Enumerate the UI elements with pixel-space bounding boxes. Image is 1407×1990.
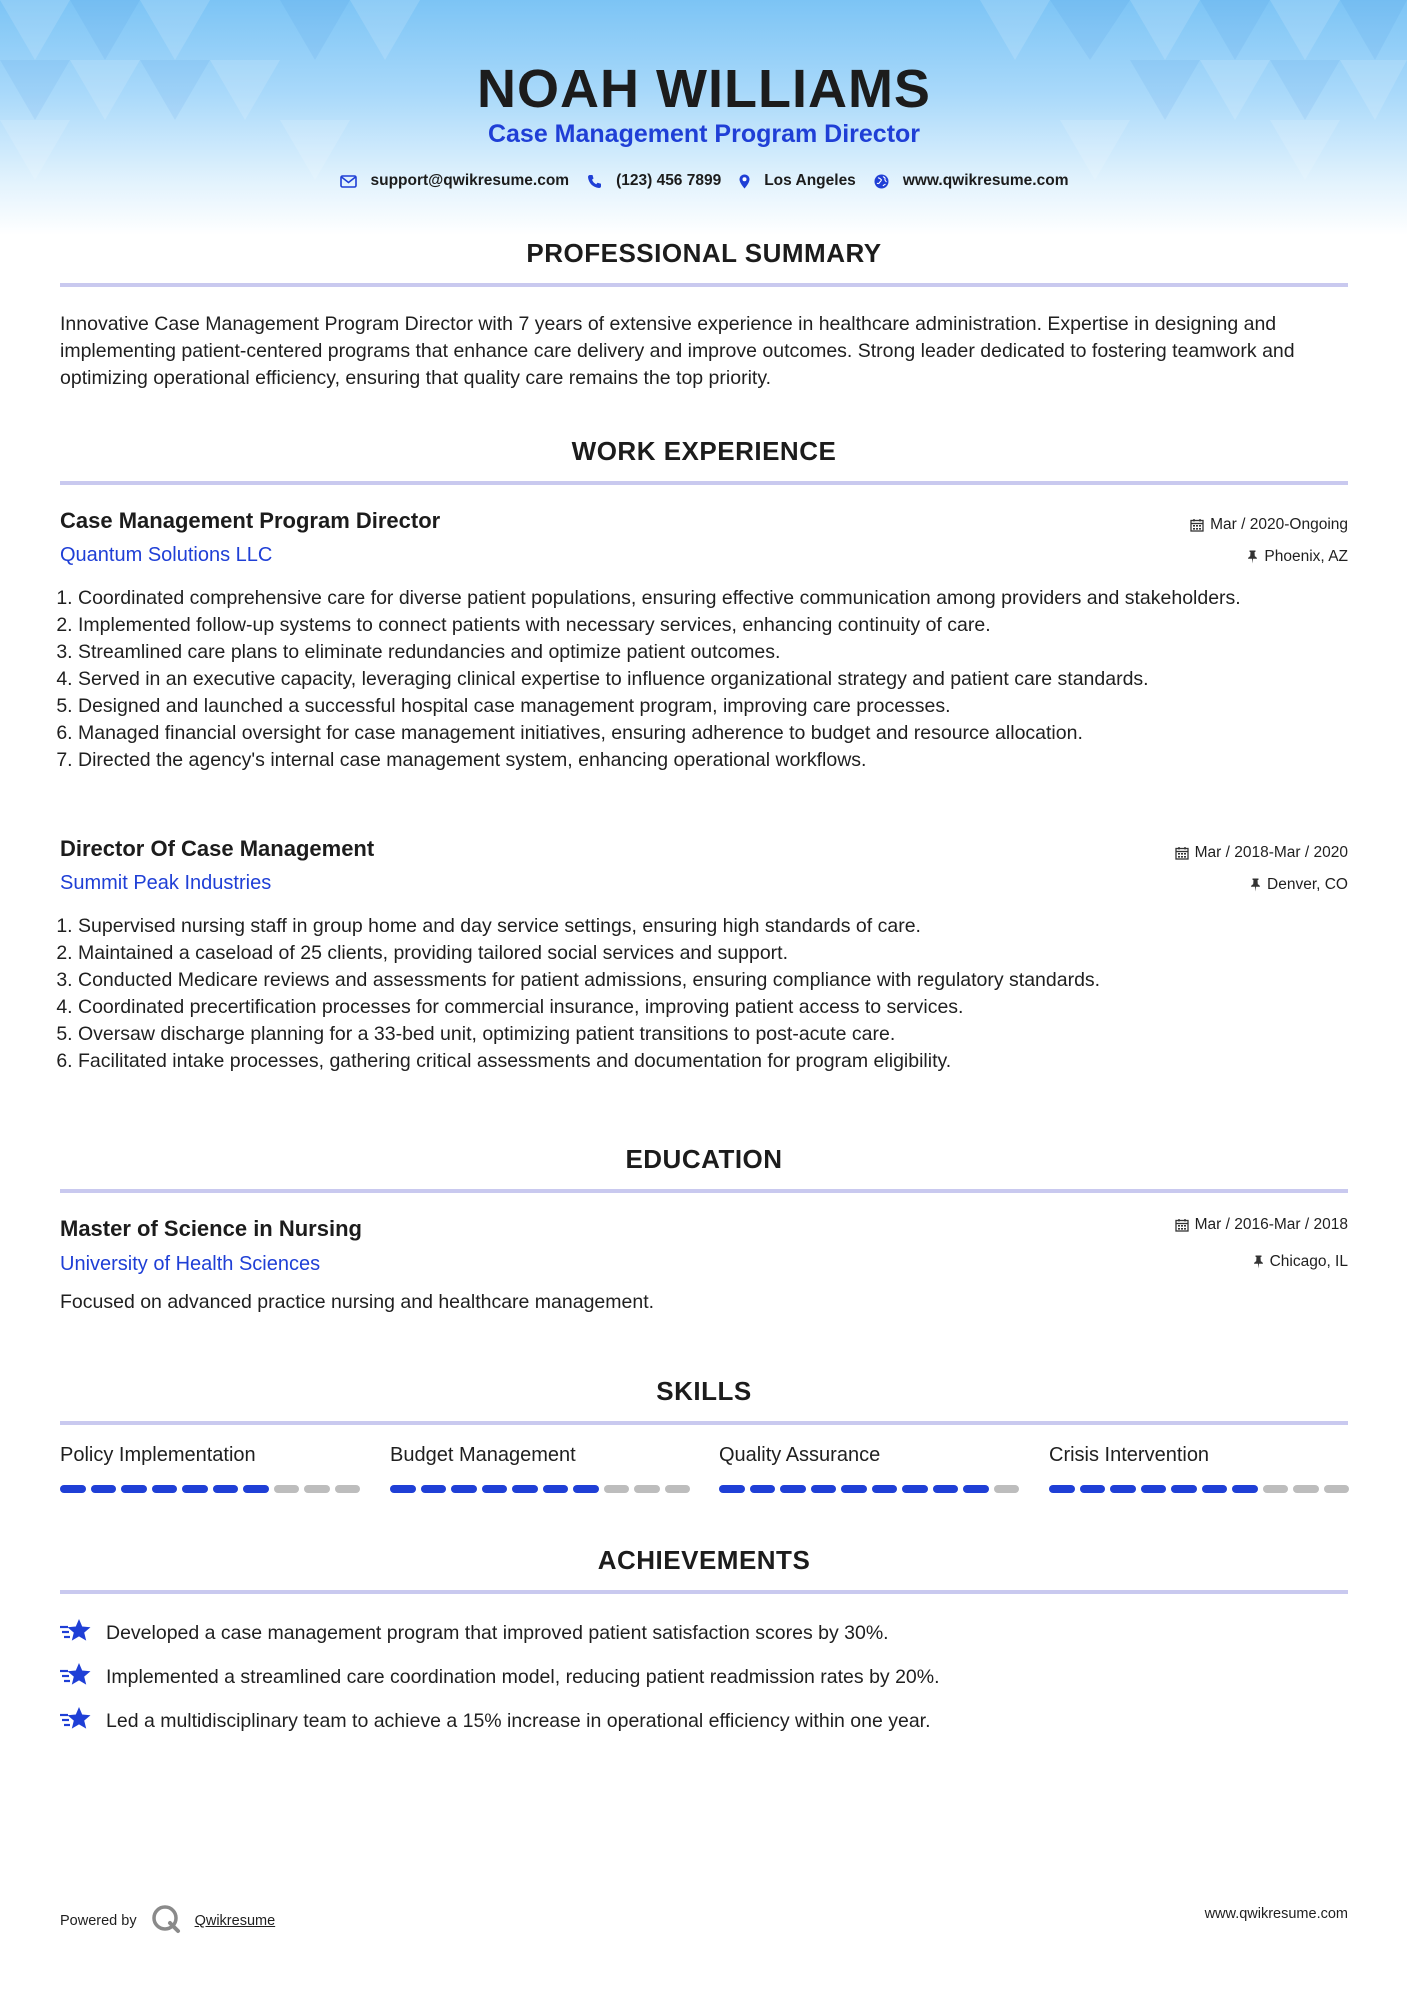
skill-segment-filled (811, 1485, 837, 1493)
pushpin-icon (1250, 878, 1261, 892)
email-text: support@qwikresume.com (370, 172, 570, 189)
calendar-icon (1175, 1218, 1189, 1232)
section-heading-experience: WORK EXPERIENCE (571, 436, 837, 466)
skill-segment-empty (1324, 1485, 1350, 1493)
skill-segment-filled (719, 1485, 745, 1493)
job-location (1250, 876, 1348, 894)
education-description: Focused on advanced practice nursing and healthcare management. (60, 1291, 655, 1313)
skill-item (719, 1444, 1019, 1493)
skill-name: Crisis Intervention (1049, 1444, 1210, 1466)
skill-segment-filled (213, 1485, 239, 1493)
job-location-text: Denver, CO (1267, 876, 1348, 893)
skill-segment-filled (963, 1485, 989, 1493)
star-icon (60, 1616, 92, 1650)
footer-url[interactable]: www.qwikresume.com (1204, 1906, 1348, 1922)
calendar-icon (1175, 846, 1189, 860)
brand-link[interactable]: Qwikresume (194, 1913, 276, 1929)
job-title: Case Management Program Director (60, 508, 441, 533)
section-heading-education: EDUCATION (625, 1144, 783, 1174)
skill-segment-filled (1141, 1485, 1167, 1493)
envelope-icon (340, 175, 357, 188)
skill-segment-empty (304, 1485, 330, 1493)
achievement-item (60, 1616, 889, 1650)
job-bullet-list (60, 585, 1366, 774)
job-bullet-list (60, 913, 1366, 1075)
skill-segment-filled (573, 1485, 599, 1493)
skill-name: Policy Implementation (60, 1444, 256, 1466)
contact-email[interactable] (340, 172, 570, 190)
skill-segment-filled (121, 1485, 147, 1493)
phone-icon (587, 174, 602, 189)
list-item: 2. Implemented follow-up systems to connect patients with necessary services, enhancing continuity of care. (78, 612, 1366, 639)
section-divider (60, 1189, 1348, 1193)
skill-segment-filled (243, 1485, 269, 1493)
globe-icon (874, 174, 889, 189)
list-item: 2. Maintained a caseload of 25 clients, providing tailored social services and support. (78, 940, 1366, 967)
skill-segment-filled (1232, 1485, 1258, 1493)
job-company: Summit Peak Industries (60, 872, 272, 894)
skill-segment-empty (634, 1485, 660, 1493)
skill-rating-bar (60, 1485, 360, 1493)
map-marker-icon (739, 174, 750, 189)
pushpin-icon (1247, 550, 1258, 564)
education-dates-text: Mar / 2016-Mar / 2018 (1194, 1216, 1348, 1233)
skill-segment-filled (390, 1485, 416, 1493)
job-dates-text: Mar / 2020-Ongoing (1210, 516, 1348, 533)
skill-segment-filled (91, 1485, 117, 1493)
education-location (1253, 1253, 1348, 1271)
powered-by-label: Powered by (60, 1913, 137, 1929)
section-heading-achievements: ACHIEVEMENTS (597, 1545, 811, 1575)
summary-text: Innovative Case Management Program Director with 7 years of extensive experience in healthcare administration. Expertise in designing and implementing patient-centered programs that enhance care delivery and improve outcomes. Strong leader dedicated to fostering teamwork and optimizing operational efficiency, ensuring that quality care remains the top priority. (60, 313, 1295, 389)
skill-segment-filled (451, 1485, 477, 1493)
skill-segment-empty (604, 1485, 630, 1493)
list-item: 7. Directed the agency's internal case management system, enhancing operational workflows. (78, 747, 1366, 774)
skill-segment-filled (1171, 1485, 1197, 1493)
job-company: Quantum Solutions LLC (60, 544, 273, 566)
calendar-icon (1190, 518, 1204, 532)
skill-rating-bar (1049, 1485, 1349, 1493)
skill-name: Quality Assurance (719, 1444, 881, 1466)
skill-segment-filled (60, 1485, 86, 1493)
skill-segment-filled (933, 1485, 959, 1493)
skill-segment-filled (1049, 1485, 1075, 1493)
candidate-title: Case Management Program Director (487, 120, 921, 148)
contact-phone[interactable] (587, 172, 721, 190)
skill-segment-filled (512, 1485, 538, 1493)
contact-website[interactable] (874, 172, 1069, 190)
list-item: 3. Streamlined care plans to eliminate redundancies and optimize patient outcomes. (78, 639, 1366, 666)
skill-segment-filled (841, 1485, 867, 1493)
skill-segment-filled (1202, 1485, 1228, 1493)
skill-segment-empty (274, 1485, 300, 1493)
job-location-text: Phoenix, AZ (1264, 548, 1348, 565)
star-icon (60, 1660, 92, 1694)
achievement-item (60, 1704, 931, 1738)
list-item: 5. Oversaw discharge planning for a 33-bed unit, optimizing patient transitions to post-acute care. (78, 1021, 1366, 1048)
skill-segment-filled (750, 1485, 776, 1493)
list-item: 6. Facilitated intake processes, gathering critical assessments and documentation for program eligibility. (78, 1048, 1366, 1075)
skill-segment-empty (994, 1485, 1020, 1493)
qwikresume-logo-icon (151, 1904, 181, 1938)
degree-title: Master of Science in Nursing (60, 1216, 362, 1241)
pushpin-icon (1253, 1255, 1264, 1269)
section-divider (60, 481, 1348, 485)
education-location-text: Chicago, IL (1269, 1253, 1348, 1270)
phone-text: (123) 456 7899 (616, 172, 722, 189)
skill-segment-filled (543, 1485, 569, 1493)
skill-segment-empty (335, 1485, 361, 1493)
achievement-text: Developed a case management program that improved patient satisfaction scores by 30%. (106, 1621, 889, 1644)
education-dates (1175, 1216, 1348, 1234)
achievement-item (60, 1660, 940, 1694)
skill-segment-empty (1263, 1485, 1289, 1493)
skill-segment-empty (665, 1485, 691, 1493)
skill-item (60, 1444, 360, 1493)
skill-segment-filled (872, 1485, 898, 1493)
skill-segment-filled (152, 1485, 178, 1493)
skill-segment-filled (482, 1485, 508, 1493)
skill-segment-filled (1080, 1485, 1106, 1493)
powered-by (60, 1904, 275, 1938)
section-divider (60, 1590, 1348, 1594)
achievement-text: Led a multidisciplinary team to achieve a 15% increase in operational efficiency within one year. (106, 1709, 931, 1732)
skill-segment-empty (1293, 1485, 1319, 1493)
contact-bar (60, 172, 1348, 190)
section-heading-skills: SKILLS (656, 1376, 752, 1406)
skill-item (390, 1444, 690, 1493)
list-item: 1. Supervised nursing staff in group home and day service settings, ensuring high standards of care. (78, 913, 1366, 940)
skill-segment-filled (1110, 1485, 1136, 1493)
job-title: Director Of Case Management (60, 836, 375, 861)
list-item: 3. Conducted Medicare reviews and assessments for patient admissions, ensuring compliance with regulatory standards. (78, 967, 1366, 994)
section-divider (60, 283, 1348, 287)
skill-segment-filled (421, 1485, 447, 1493)
skill-rating-bar (719, 1485, 1019, 1493)
skill-segment-filled (182, 1485, 208, 1493)
location-text: Los Angeles (764, 172, 856, 189)
list-item: 4. Served in an executive capacity, leveraging clinical expertise to influence organizational strategy and patient care standards. (78, 666, 1366, 693)
job-dates (1190, 516, 1348, 534)
job-dates-text: Mar / 2018-Mar / 2020 (1194, 844, 1348, 861)
school-name: University of Health Sciences (60, 1253, 321, 1275)
skill-segment-filled (902, 1485, 928, 1493)
list-item: 1. Coordinated comprehensive care for diverse patient populations, ensuring effective communication among providers and stakeholders. (78, 585, 1366, 612)
job-location (1247, 548, 1348, 566)
skill-name: Budget Management (390, 1444, 576, 1466)
list-item: 5. Designed and launched a successful hospital case management program, improving care processes. (78, 693, 1366, 720)
list-item: 4. Coordinated precertification processes for commercial insurance, improving patient access to services. (78, 994, 1366, 1021)
website-text: www.qwikresume.com (902, 172, 1069, 189)
skill-segment-filled (780, 1485, 806, 1493)
skill-rating-bar (390, 1485, 690, 1493)
candidate-name: NOAH WILLIAMS (477, 59, 931, 119)
star-icon (60, 1704, 92, 1738)
list-item: 6. Managed financial oversight for case management initiatives, ensuring adherence to budget and resource allocation. (78, 720, 1366, 747)
contact-location (739, 172, 856, 190)
section-divider (60, 1421, 1348, 1425)
skill-item (1049, 1444, 1349, 1493)
section-heading-summary: PROFESSIONAL SUMMARY (526, 238, 882, 268)
job-dates (1175, 844, 1348, 862)
achievement-text: Implemented a streamlined care coordination model, reducing patient readmission rates by 20%. (106, 1665, 940, 1688)
